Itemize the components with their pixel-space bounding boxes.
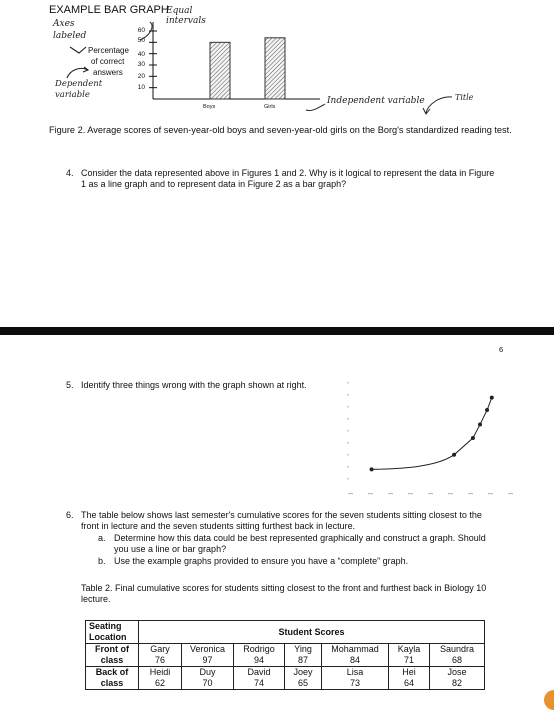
x-axis-dash xyxy=(488,493,493,494)
q5-text: Identify three things wrong with the graph shown at right. xyxy=(81,380,307,390)
q6b-text: Use the example graphs provided to ensure you have a “complete” graph. xyxy=(114,556,409,566)
table-cell xyxy=(182,644,234,667)
table-cell xyxy=(322,644,389,667)
q4-text: Consider the data represented above in Figures 1 and 2. Why is it logical to represent the data in Figure 1 as a line graph and to represent data in Figure 2 as a bar graph? xyxy=(81,168,495,189)
y-tick-10: 10 xyxy=(137,84,145,91)
student-name: David xyxy=(247,667,271,677)
table2-caption: Table 2. Final cumulative scores for students sitting closest to the front and furthest back in Biology 10 lecture. xyxy=(81,583,487,604)
annotation-equal-line2: intervals xyxy=(166,16,206,26)
y-axis-label-line3: answers xyxy=(93,68,123,77)
student-score: 97 xyxy=(202,655,213,665)
bar-girls xyxy=(265,38,285,99)
student-score: 65 xyxy=(297,678,308,688)
annotation-equal-line1: Equal xyxy=(166,6,193,16)
q6-text: The table below shows last semester's cumulative scores for the seven students sitting closest to the front in lecture and the seven students sitting furthest back in lecture. xyxy=(81,510,482,531)
x-axis-dash xyxy=(368,493,373,494)
corner-line2: Location xyxy=(89,632,127,642)
q6-number: 6. xyxy=(66,510,74,520)
q4-number: 4. xyxy=(66,168,74,178)
q6a-label: a. xyxy=(98,533,106,543)
table-cell xyxy=(322,667,389,690)
corner-line1: Seating xyxy=(89,621,122,631)
y-axis-label-line2: of correct xyxy=(91,57,125,66)
q6a-text: Determine how this data could be best represented graphically and construct a graph. Should you use a line or bar graph? xyxy=(114,533,486,554)
student-score: 84 xyxy=(349,655,360,665)
student-score: 82 xyxy=(451,678,462,688)
x-axis-dash xyxy=(428,493,433,494)
annotation-axes-line2: labeled xyxy=(53,31,87,41)
table-cell xyxy=(234,644,285,667)
row-label-line2: class xyxy=(100,678,124,688)
student-name: Veronica xyxy=(189,644,226,654)
student-score: 73 xyxy=(349,678,360,688)
table-row xyxy=(86,667,485,690)
student-score: 94 xyxy=(253,655,264,665)
curve-point xyxy=(370,467,374,471)
student-score: 71 xyxy=(403,655,414,665)
y-tick-30: 30 xyxy=(137,61,145,68)
y-tick-40: 40 xyxy=(137,51,145,58)
example-graph-heading: EXAMPLE BAR GRAPH xyxy=(49,4,169,16)
annotation-dependent-line1: Dependent xyxy=(55,79,103,89)
q5-curve-graph xyxy=(340,376,525,501)
curve-point xyxy=(478,423,482,427)
annotation-independent-variable: Independent variable xyxy=(327,96,425,106)
table-cell xyxy=(389,644,430,667)
table-cell xyxy=(182,667,234,690)
row-label-front xyxy=(86,644,139,667)
curve-line xyxy=(372,398,492,470)
table-cell xyxy=(139,644,182,667)
student-name: Ying xyxy=(294,644,312,654)
student-score: 87 xyxy=(297,655,308,665)
figure2-caption: Figure 2. Average scores of seven-year-old boys and seven-year-old girls on the Borg's standardized reading test. xyxy=(49,125,512,135)
student-score: 74 xyxy=(253,678,264,688)
q6b-label: b. xyxy=(98,556,106,566)
y-axis-dot xyxy=(347,382,349,384)
y-axis-dot xyxy=(347,454,349,456)
student-name: Duy xyxy=(199,667,216,677)
q5-number: 5. xyxy=(66,380,74,390)
student-name: Kayla xyxy=(397,644,421,654)
student-score: 62 xyxy=(154,678,165,688)
student-name: Rodrigo xyxy=(243,644,275,654)
table-cell xyxy=(285,644,322,667)
student-name: Saundra xyxy=(439,644,475,654)
y-axis-label-line1: Percentage xyxy=(88,46,129,55)
y-axis-dot xyxy=(347,466,349,468)
student-name: Mohammad xyxy=(331,644,379,654)
x-tick-boys: Boys xyxy=(203,104,216,110)
x-tick-girls: Girls xyxy=(264,104,276,110)
table-header-row xyxy=(86,621,485,644)
row-label-back xyxy=(86,667,139,690)
x-axis-dash xyxy=(388,493,393,494)
y-axis-dot xyxy=(347,418,349,420)
table-cell xyxy=(234,667,285,690)
y-tick-20: 20 xyxy=(137,73,145,80)
curve-point xyxy=(490,396,494,400)
curve-point xyxy=(452,453,456,457)
y-axis-dot xyxy=(347,442,349,444)
table-corner-cell xyxy=(86,621,139,644)
annotation-dependent-line2: variable xyxy=(55,90,90,100)
table-cell xyxy=(430,667,485,690)
scores-table xyxy=(85,620,485,690)
row-label-line2: class xyxy=(100,655,124,665)
student-name: Hei xyxy=(402,667,416,677)
table-header-student-scores: Student Scores xyxy=(139,621,485,644)
page-divider xyxy=(0,327,554,335)
table-cell xyxy=(430,644,485,667)
student-name: Gary xyxy=(150,644,170,654)
y-axis-dot xyxy=(347,406,349,408)
table-cell xyxy=(285,667,322,690)
student-name: Jose xyxy=(447,667,467,677)
student-score: 68 xyxy=(451,655,462,665)
table-cell xyxy=(389,667,430,690)
x-axis-dash xyxy=(348,493,353,494)
x-axis-dash xyxy=(508,493,513,494)
curve-point xyxy=(485,408,489,412)
x-axis-dash xyxy=(408,493,413,494)
y-axis-dot xyxy=(347,478,349,480)
student-score: 70 xyxy=(202,678,213,688)
y-tick-50: 50 xyxy=(137,37,145,44)
x-axis-dash xyxy=(468,493,473,494)
student-name: Lisa xyxy=(346,667,364,677)
x-axis-dash xyxy=(448,493,453,494)
row-label-line1: Front of xyxy=(95,644,129,654)
student-name: Heidi xyxy=(149,667,171,677)
y-axis-dot xyxy=(347,394,349,396)
example-bar-graph xyxy=(0,0,554,125)
page-number: 6 xyxy=(499,345,504,354)
bar-boys xyxy=(210,42,230,99)
table-cell xyxy=(139,667,182,690)
student-score: 76 xyxy=(154,655,165,665)
student-name: Joey xyxy=(293,667,313,677)
y-tick-60: 60 xyxy=(137,27,145,34)
table-row xyxy=(86,644,485,667)
row-label-line1: Back of xyxy=(95,667,129,677)
student-score: 64 xyxy=(403,678,414,688)
curve-point xyxy=(471,436,475,440)
annotation-title: Title xyxy=(455,93,474,102)
y-axis-dot xyxy=(347,430,349,432)
annotation-axes-line1: Axes xyxy=(53,19,75,29)
corner-badge xyxy=(544,690,554,710)
